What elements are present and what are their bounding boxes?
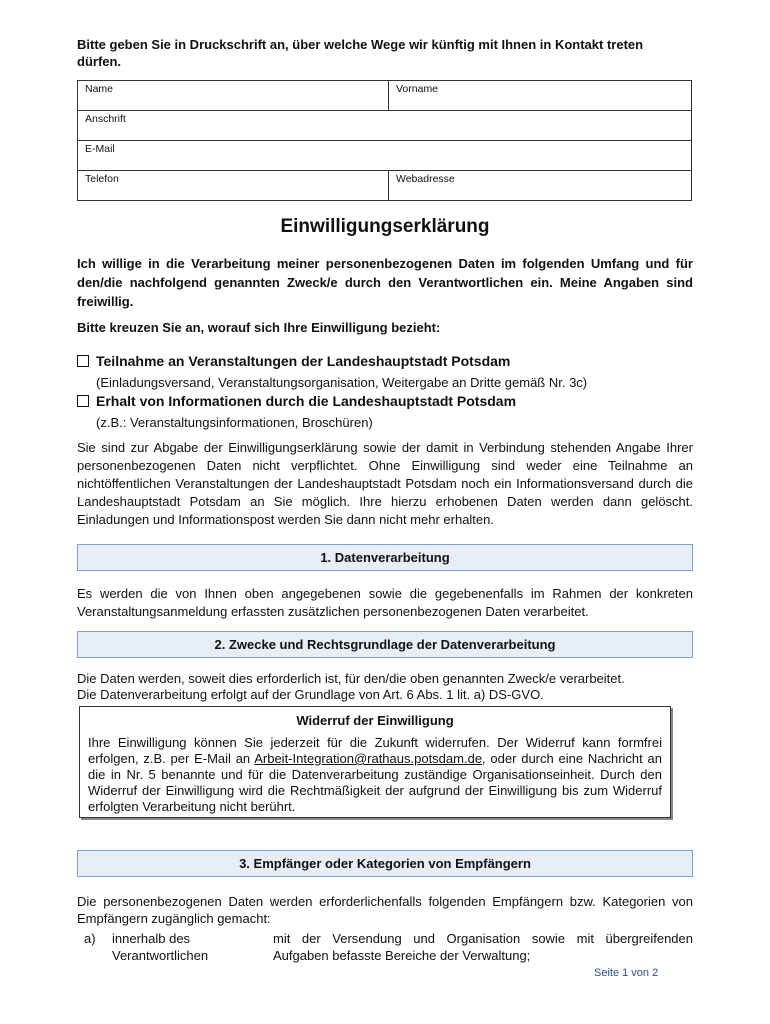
section-1-text: Es werden die von Ihnen oben angegebenen sowie die gegebenenfalls im Rahmen der konkreten Veranstaltungsanmeldung erfassten zusätzlichen personenbezogenen Daten verarbeitet. (77, 586, 693, 619)
document-title: Einwilligungserklärung (280, 216, 490, 237)
section-2-text-2: Die Datenverarbeitung erfolgt auf der Grundlage von Art. 6 Abs. 1 lit. a) DS-GVO. (77, 687, 544, 702)
page-number: Seite 1 von 2 (594, 967, 659, 979)
revocation-text-after: , oder durch eine Nachricht an die in Nr. 5 benannte und für die Datenverarbeitung zuständige Organisationseinheit. Durch den Widerruf der Einwilligung wird die Rechtmäßigkeit der aufgrund der Einwilligung bis zum Widerruf erfolgten Verarbeitung nicht berührt. (88, 751, 662, 814)
telefon-field[interactable]: Telefon (78, 171, 389, 201)
list-marker: a) (84, 931, 96, 946)
section-2-heading: 2. Zwecke und Rechtsgrundlage der Datenverarbeitung (77, 631, 693, 658)
section-3-text: Die personenbezogenen Daten werden erforderlichenfalls folgenden Empfängern bzw. Kategorien von Empfängern zugänglich gemacht: (77, 894, 693, 926)
list-item-name: innerhalb des Verantwortlichen (112, 931, 209, 963)
name-field[interactable]: Name (78, 81, 389, 111)
choose-instruction: Bitte kreuzen Sie an, worauf sich Ihre Einwilligung bezieht: (77, 320, 441, 335)
option-events-label: Teilnahme an Veranstaltungen der Landeshauptstadt Potsdam (96, 353, 511, 369)
section-1-heading: 1. Datenverarbeitung (77, 544, 693, 571)
checkbox-info[interactable] (77, 395, 89, 407)
section-2-text-1: Die Daten werden, soweit dies erforderlich ist, für den/die oben genannten Zweck/e verarbeitet. (77, 671, 625, 686)
option-info[interactable] (77, 393, 516, 409)
checkbox-events[interactable] (77, 355, 89, 367)
revocation-text-before: Ihre Einwilligung können Sie jederzeit für die Zukunft widerrufen. Der Widerruf kann formfrei erfolgen, z.B. per E-Mail an (88, 735, 662, 766)
webadresse-field[interactable]: Webadresse (389, 171, 692, 201)
revocation-text (88, 735, 662, 815)
revocation-box (79, 706, 671, 818)
list-item-description: mit der Versendung und Organisation sowie mit übergreifenden Aufgaben befasste Bereiche der Verwaltung; (273, 931, 693, 963)
section-3-heading: 3. Empfänger oder Kategorien von Empfängern (77, 850, 693, 877)
anschrift-field[interactable]: Anschrift (78, 111, 692, 141)
option-info-label: Erhalt von Informationen durch die Landeshauptstadt Potsdam (96, 393, 517, 409)
contact-form-table (77, 80, 692, 201)
vorname-field[interactable]: Vorname (389, 81, 692, 111)
option-info-detail: (z.B.: Veranstaltungsinformationen, Broschüren) (96, 415, 373, 430)
email-field[interactable]: E-Mail (78, 141, 692, 171)
revocation-title: Widerruf der Einwilligung (296, 713, 454, 728)
voluntary-paragraph: Sie sind zur Abgabe der Einwilligungserklärung sowie der damit in Verbindung stehenden Angabe Ihrer personenbezogenen Daten nicht verpflichtet. Ohne Einwilligung sind weder eine Teilnahme an nichtöffentlichen Veranstaltungen der Landeshauptstadt Potsdam noch ein Informationsversand durch die Landeshauptstadt Potsdam an Sie möglich. Ihre hierzu erhobenen Daten werden dann gelöscht. Einladungen und Informationspost werden Sie dann nicht mehr erhalten. (77, 440, 693, 527)
consent-statement: Ich willige in die Verarbeitung meiner personenbezogenen Daten im folgenden Umfang und für den/die nachfolgend genannten Zweck/e durch den Verantwortlichen ein. Meine Angaben sind freiwillig. (77, 256, 693, 309)
intro-instruction: Bitte geben Sie in Druckschrift an, über welche Wege wir künftig mit Ihnen in Kontakt treten dürfen. (77, 37, 644, 69)
option-events-detail: (Einladungsversand, Veranstaltungsorganisation, Weitergabe an Dritte gemäß Nr. 3c) (96, 375, 588, 390)
revocation-email-link[interactable]: Arbeit-Integration@rathaus.potsdam.de (254, 751, 483, 766)
option-events[interactable] (77, 353, 510, 369)
